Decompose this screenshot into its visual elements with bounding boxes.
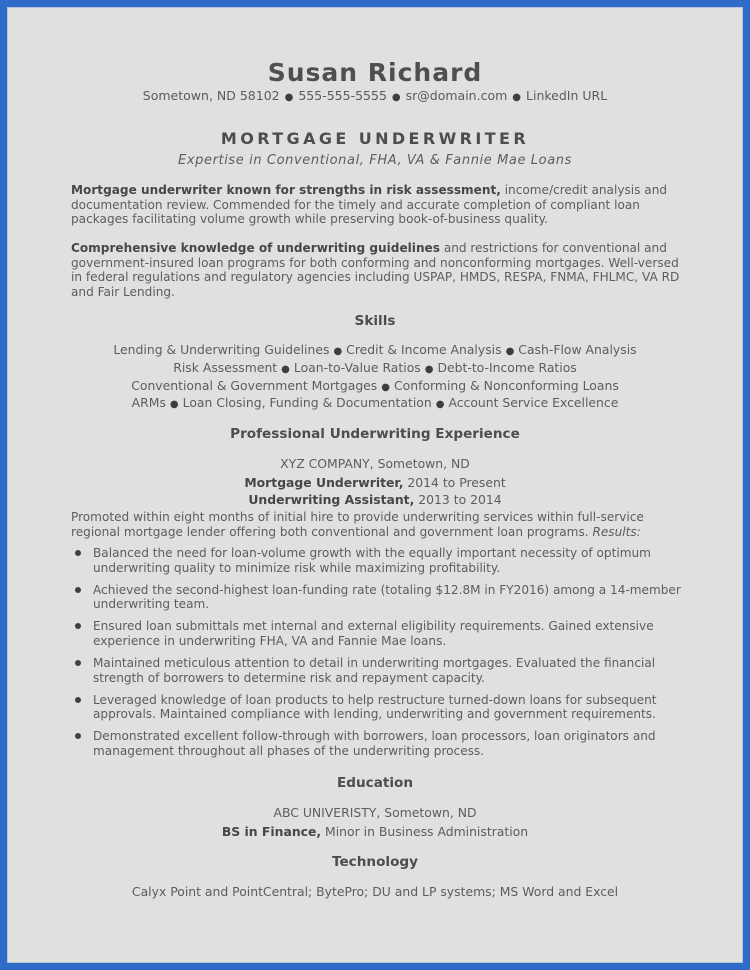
role-line-2	[8, 492, 742, 507]
skill-item: ARMs	[131, 395, 166, 410]
experience-intro-text: Promoted within eight months of initial hire to provide underwriting services within full-service regional mortgage lender offering both conventional and government loan programs.	[71, 510, 644, 539]
summary-2-bold: Comprehensive knowledge of underwriting guidelines	[71, 241, 440, 255]
bullet-icon	[75, 697, 81, 703]
bullet-separator-icon: ●	[505, 346, 515, 357]
employer-line: XYZ COMPANY, Sometown, ND	[280, 456, 470, 471]
education-heading: Education	[336, 775, 414, 791]
skill-item: Lending & Underwriting Guidelines	[113, 342, 330, 357]
summary-1-bold: Mortgage underwriter known for strengths in risk assessment,	[71, 183, 501, 197]
bullet-separator-icon: ●	[512, 92, 522, 103]
achievement-text: Demonstrated excellent follow-through with borrowers, loan processors, loan originators and management throughout all phases of the underwriting process.	[93, 729, 656, 759]
role-1-dates: 2014 to Present	[403, 475, 506, 490]
contact-line	[8, 88, 742, 103]
summary-2-text: and restrictions for conventional and government-insured loan programs for both conforming and nonconforming mortgages. Well-versed in federal regulations and regulatory agencies including USPAP, HMDS, RESPA, FNMA, FHLMC, VA RD and Fair Lending.	[71, 241, 680, 299]
summary-paragraph-1	[71, 183, 689, 227]
results-label: Results:	[592, 524, 641, 539]
tagline: Expertise in Conventional, FHA, VA & Fannie Mae Loans	[178, 153, 572, 168]
skill-item: Conforming & Nonconforming Loans	[394, 378, 619, 393]
skills-row-4	[8, 395, 742, 410]
experience-intro	[71, 510, 689, 539]
bullet-separator-icon: ●	[424, 364, 434, 375]
school-line: ABC UNIVERISTY, Sometown, ND	[273, 805, 477, 820]
bullet-separator-icon: ●	[333, 346, 343, 357]
list-item	[71, 729, 689, 758]
list-item	[71, 583, 689, 612]
skill-item: Account Service Excellence	[448, 395, 619, 410]
role-line-1	[8, 475, 742, 490]
contact-linkedin: LinkedIn URL	[526, 88, 608, 103]
list-item	[71, 656, 689, 685]
skills-row-1	[8, 342, 742, 357]
degree-minor: Minor in Business Administration	[321, 824, 529, 839]
degree-title: BS in Finance,	[221, 824, 322, 839]
candidate-name: Susan Richard	[267, 58, 483, 87]
contact-email: sr@domain.com	[405, 88, 508, 103]
bullet-separator-icon: ●	[284, 92, 294, 103]
skills-row-3	[8, 378, 742, 393]
achievement-text: Ensured loan submittals met internal and external eligibility requirements. Gained extensive experience in underwriting FHA, VA and Fannie Mae loans.	[93, 619, 654, 648]
bullet-separator-icon: ●	[381, 382, 390, 393]
skill-item: Conventional & Government Mortgages	[131, 378, 378, 393]
bullet-icon	[75, 733, 81, 739]
resume-frame	[7, 7, 743, 963]
achievement-text: Balanced the need for loan-volume growth with the equally important necessity of optimum underwriting quality to minimize risk while maximizing profitability.	[93, 546, 651, 575]
skill-item: Cash-Flow Analysis	[518, 342, 637, 357]
technology-heading: Technology	[331, 854, 419, 870]
skill-item: Loan-to-Value Ratios	[293, 360, 421, 375]
skill-item: Loan Closing, Funding & Documentation	[182, 395, 432, 410]
bullet-icon	[75, 660, 81, 666]
degree-line	[8, 824, 742, 839]
skill-item: Debt-to-Income Ratios	[437, 360, 577, 375]
bullet-icon	[75, 587, 81, 593]
summary-1-text: income/credit analysis and documentation review. Commended for the timely and accurate completion of compliant loan packages facilitating volume growth while preserving book-of-business quality.	[71, 183, 668, 227]
list-item	[71, 619, 689, 648]
achievement-list	[71, 546, 689, 766]
role-1-title: Mortgage Underwriter,	[244, 475, 404, 490]
bullet-separator-icon: ●	[435, 399, 445, 410]
summary-paragraph-2	[71, 241, 689, 299]
bullet-separator-icon: ●	[391, 92, 401, 103]
job-title: MORTGAGE UNDERWRITER	[220, 129, 530, 148]
bullet-separator-icon: ●	[281, 364, 290, 375]
skill-item: Credit & Income Analysis	[346, 342, 502, 357]
bullet-separator-icon: ●	[169, 399, 179, 410]
achievement-text: Achieved the second-highest loan-funding rate (totaling $12.8M in FY2016) among a 14-member underwriting team.	[93, 582, 681, 612]
technology-list: Calyx Point and PointCentral; BytePro; DU and LP systems; MS Word and Excel	[131, 884, 619, 899]
bullet-icon	[75, 550, 81, 556]
bullet-icon	[75, 623, 81, 629]
achievement-text: Maintained meticulous attention to detail in underwriting mortgages. Evaluated the financial strength of borrowers to determine risk and repayment capacity.	[93, 656, 656, 685]
role-2-dates: 2013 to 2014	[414, 492, 502, 507]
skills-row-2	[8, 360, 742, 375]
role-2-title: Underwriting Assistant,	[248, 492, 415, 507]
skills-heading: Skills	[354, 313, 396, 329]
list-item	[71, 693, 689, 722]
contact-location: Sometown, ND 58102	[142, 88, 280, 103]
skill-item: Risk Assessment	[173, 360, 278, 375]
contact-phone: 555-555-5555	[298, 88, 387, 103]
resume-page	[8, 8, 742, 962]
experience-heading: Professional Underwriting Experience	[230, 426, 520, 442]
achievement-text: Leveraged knowledge of loan products to help restructure turned-down loans for subsequent approvals. Maintained compliance with lending, underwriting and government requirements.	[93, 692, 657, 722]
list-item	[71, 546, 689, 575]
